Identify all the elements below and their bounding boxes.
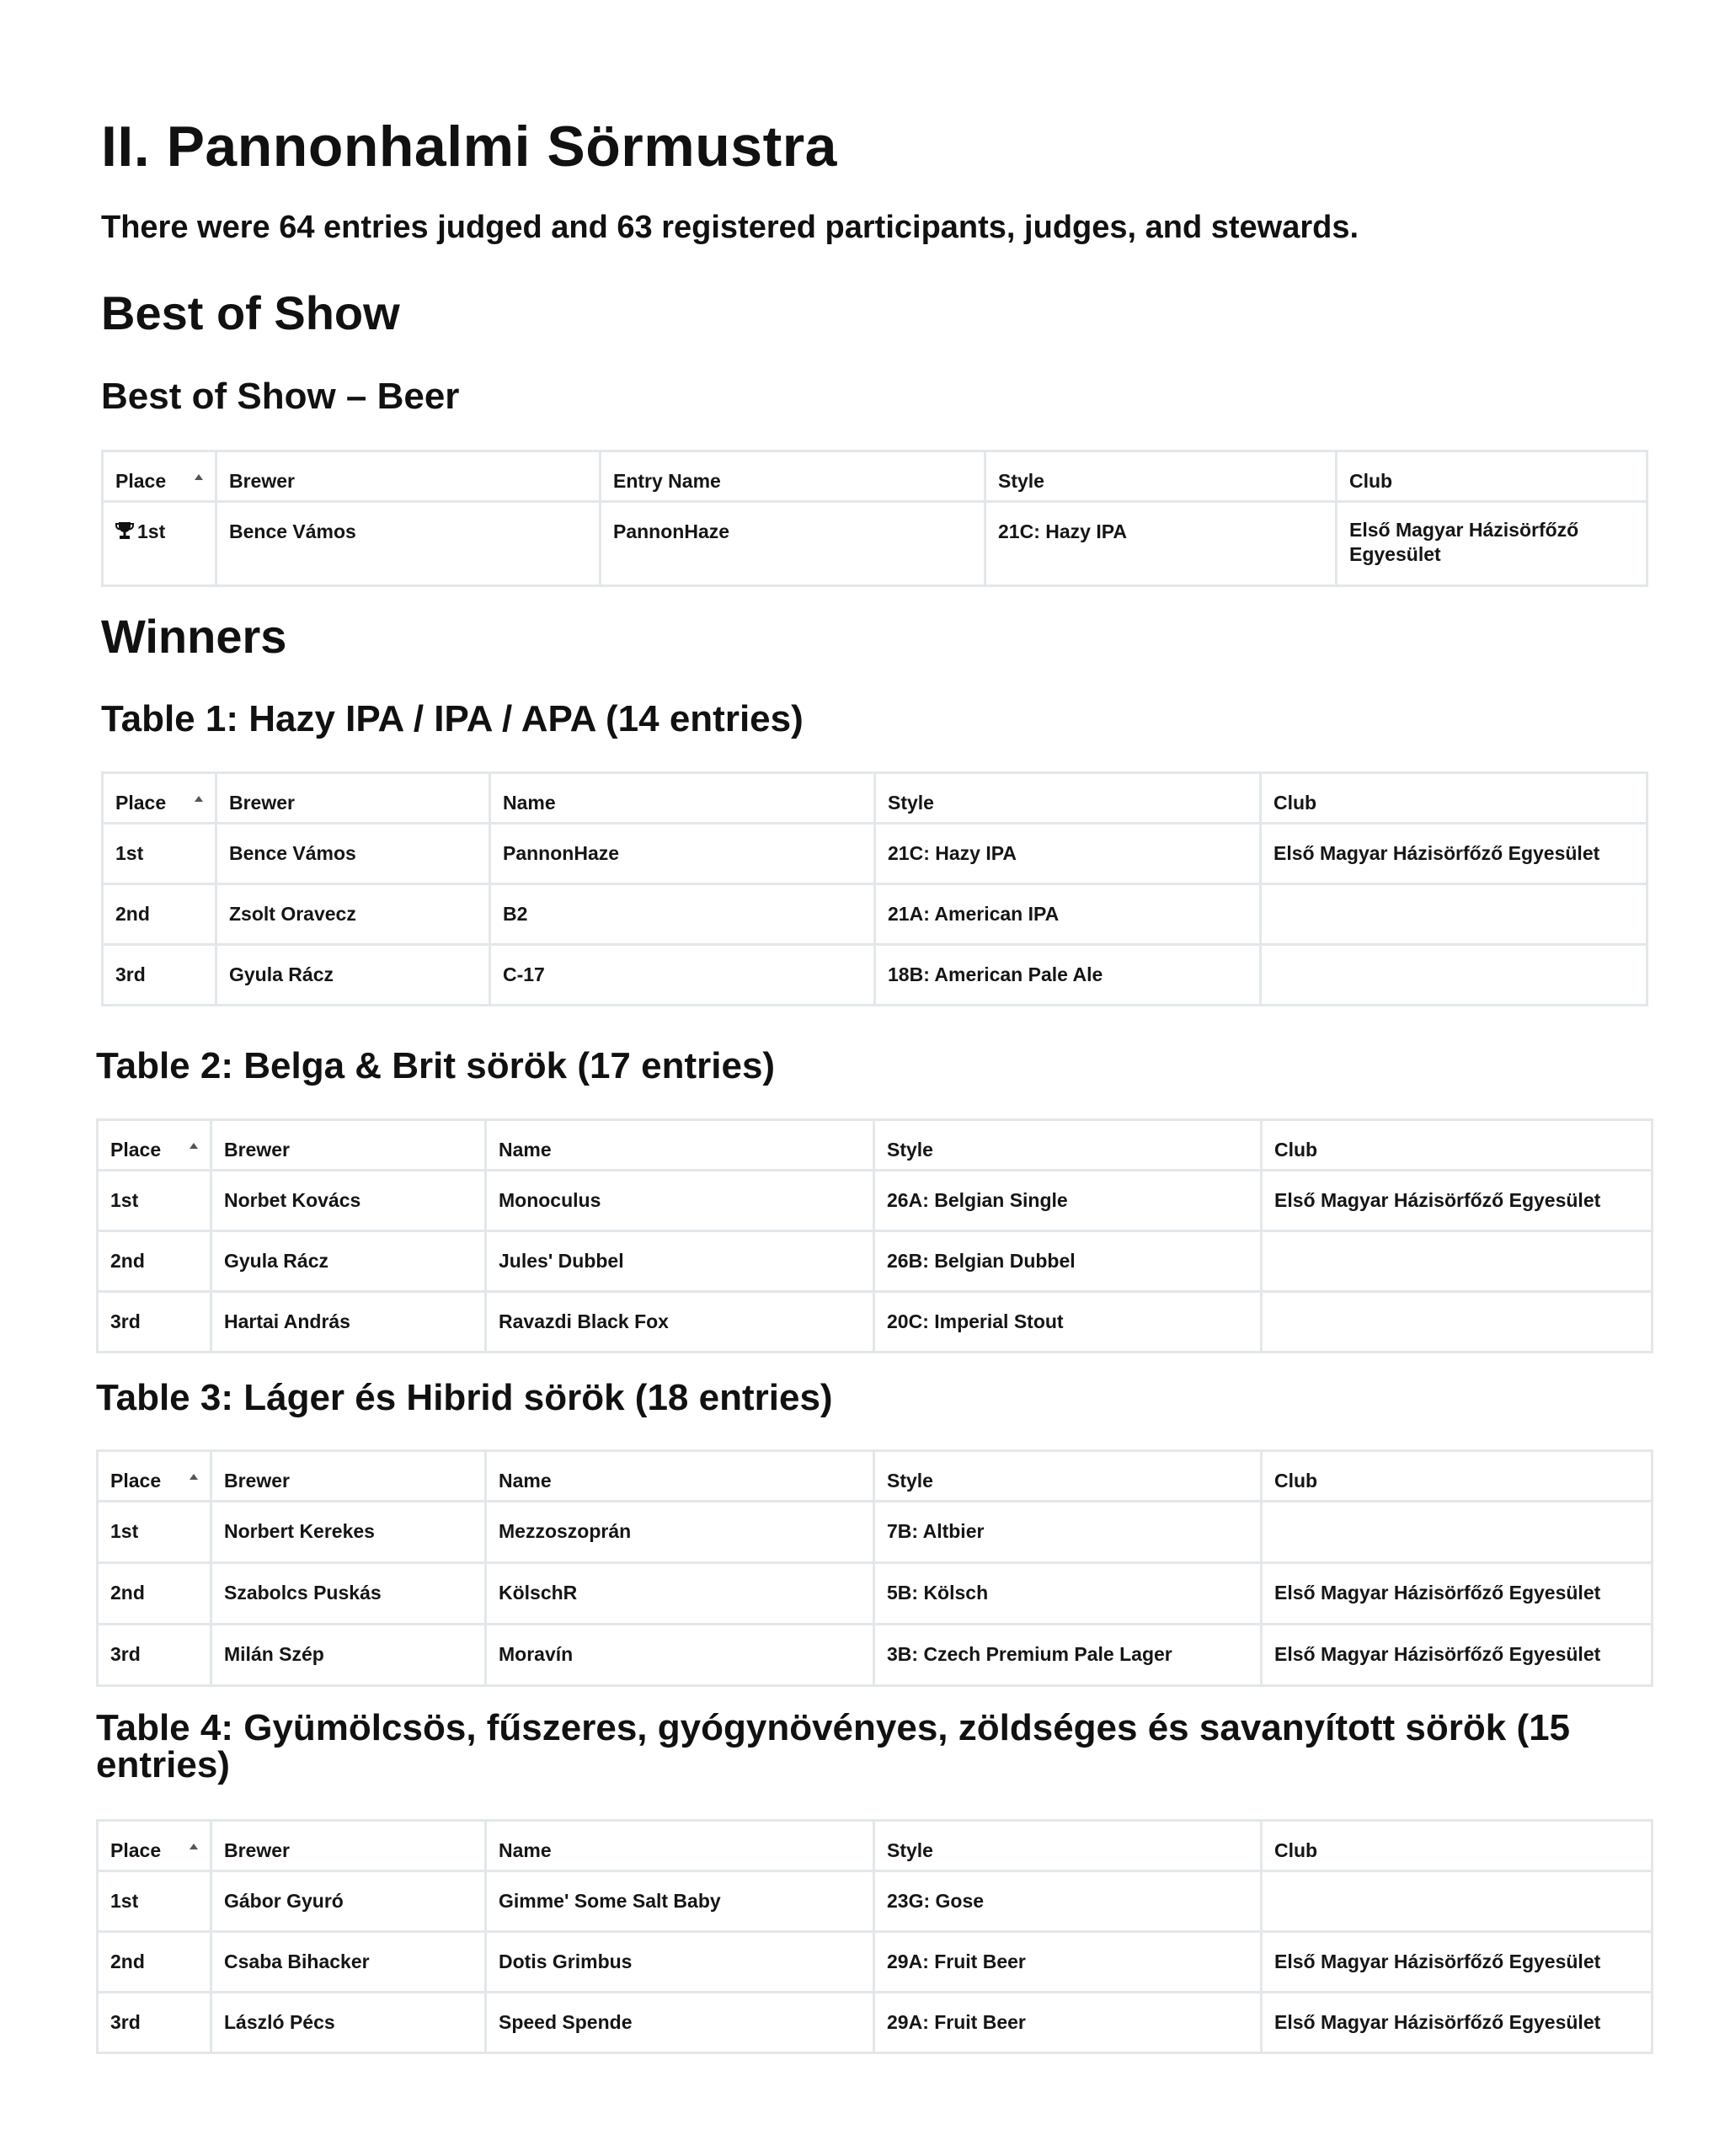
brewer-cell: Gyula Rácz [211,1231,486,1292]
style-cell: 26A: Belgian Single [874,1171,1262,1231]
column-header-style[interactable]: Style [874,1451,1262,1502]
table-3-title: Table 3: Láger és Hibrid sörök (18 entries) [96,1377,833,1418]
club-cell [1261,884,1647,945]
table-row [98,1871,1653,1932]
place-cell: 1st [98,1871,211,1932]
table-3-results [96,1449,1653,1687]
best-of-show-subheading: Best of Show – Beer [101,376,460,417]
brewer-cell: Hartai András [211,1292,486,1353]
best-of-show-heading: Best of Show [101,286,400,339]
entry-name-cell: PannonHaze [601,502,985,586]
column-header-style[interactable]: Style [874,1120,1262,1171]
entry-name-cell: Dotis Grimbus [486,1932,874,1993]
column-header-name[interactable]: Name [486,1821,874,1871]
column-header-name[interactable]: Name [486,1451,874,1502]
place-cell: 1st [103,502,216,586]
table-row [98,1292,1653,1353]
winners-heading: Winners [101,610,287,663]
table-2-title: Table 2: Belga & Brit sörök (17 entries) [96,1045,776,1086]
brewer-cell: Milán Szép [211,1625,486,1686]
club-cell [1262,1871,1653,1932]
table-4-results [96,1819,1653,2054]
brewer-cell: Gábor Gyuró [211,1871,486,1932]
column-header-place[interactable]: Place [98,1451,211,1502]
place-cell: 3rd [98,1993,211,2053]
page-title: II. Pannonhalmi Sörmustra [101,115,837,179]
place-cell: 1st [98,1171,211,1231]
style-cell: 18B: American Pale Ale [875,945,1261,1006]
sort-ascending-icon[interactable] [190,1474,198,1480]
place-cell: 1st [103,824,216,884]
style-cell: 21A: American IPA [875,884,1261,945]
table-row [103,502,1647,586]
club-cell [1262,1502,1653,1563]
table-row [98,1171,1653,1231]
trophy-icon [115,520,134,541]
brewer-cell: Gyula Rácz [216,945,490,1006]
column-header-brewer[interactable]: Brewer [211,1451,486,1502]
brewer-cell: Norbert Kerekes [211,1502,486,1563]
table-header-row [103,451,1647,502]
brewer-cell: Bence Vámos [216,824,490,884]
table-row [98,1502,1653,1563]
sort-ascending-icon[interactable] [190,1844,198,1849]
style-cell: 21C: Hazy IPA [985,502,1337,586]
column-header-place[interactable]: Place [98,1821,211,1871]
column-header-place[interactable]: Place [98,1120,211,1171]
table-header-row [98,1120,1653,1171]
club-cell: Első Magyar Házisörfőző Egyesület [1262,1993,1653,2053]
column-header-brewer[interactable]: Brewer [211,1120,486,1171]
sort-ascending-icon[interactable] [195,796,203,802]
entry-name-cell: Ravazdi Black Fox [486,1292,874,1353]
style-cell: 20C: Imperial Stout [874,1292,1262,1353]
page-summary: There were 64 entries judged and 63 registered participants, judges, and stewards. [101,210,1359,245]
brewer-cell: Bence Vámos [216,502,601,586]
table-header-row [103,773,1647,824]
table-row [98,1625,1653,1686]
column-header-style[interactable]: Style [985,451,1337,502]
club-cell: Első Magyar Házisörfőző Egyesület [1337,502,1647,586]
table-header-row [98,1821,1653,1871]
column-header-club[interactable]: Club [1262,1821,1653,1871]
column-header-club[interactable]: Club [1262,1451,1653,1502]
style-cell: 21C: Hazy IPA [875,824,1261,884]
table-row [103,884,1647,945]
place-cell: 2nd [98,1932,211,1993]
entry-name-cell: C-17 [490,945,875,1006]
club-cell: Első Magyar Házisörfőző Egyesület [1262,1563,1653,1625]
column-header-entry-name[interactable]: Entry Name [601,451,985,502]
table-row [103,945,1647,1006]
table-1-title: Table 1: Hazy IPA / IPA / APA (14 entries) [101,698,804,739]
club-cell: Első Magyar Házisörfőző Egyesület [1262,1625,1653,1686]
column-header-club[interactable]: Club [1337,451,1647,502]
table-header-row [98,1451,1653,1502]
club-cell: Első Magyar Házisörfőző Egyesület [1262,1171,1653,1231]
entry-name-cell: B2 [490,884,875,945]
place-cell: 3rd [103,945,216,1006]
column-header-name[interactable]: Name [490,773,875,824]
brewer-cell: Csaba Bihacker [211,1932,486,1993]
table-row [98,1563,1653,1625]
entry-name-cell: Monoculus [486,1171,874,1231]
entry-name-cell: Jules' Dubbel [486,1231,874,1292]
style-cell: 3B: Czech Premium Pale Lager [874,1625,1262,1686]
table-row [103,824,1647,884]
table-2-results [96,1118,1653,1353]
column-header-brewer[interactable]: Brewer [216,773,490,824]
table-row [98,1932,1653,1993]
column-header-place[interactable]: Place [103,773,216,824]
column-header-style[interactable]: Style [875,773,1261,824]
club-cell: Első Magyar Házisörfőző Egyesület [1262,1932,1653,1993]
place-cell: 2nd [98,1563,211,1625]
place-cell: 1st [98,1502,211,1563]
entry-name-cell: Speed Spende [486,1993,874,2053]
entry-name-cell: KölschR [486,1563,874,1625]
club-cell: Első Magyar Házisörfőző Egyesület [1261,824,1647,884]
place-cell: 3rd [98,1625,211,1686]
entry-name-cell: Moravín [486,1625,874,1686]
style-cell: 5B: Kölsch [874,1563,1262,1625]
brewer-cell: Szabolcs Puskás [211,1563,486,1625]
column-header-place[interactable]: Place [103,451,216,502]
entry-name-cell: PannonHaze [490,824,875,884]
table-1-results [101,771,1648,1006]
style-cell: 7B: Altbier [874,1502,1262,1563]
club-cell [1262,1231,1653,1292]
table-row [98,1231,1653,1292]
table-row [98,1993,1653,2053]
entry-name-cell: Mezzoszoprán [486,1502,874,1563]
sort-ascending-icon[interactable] [195,474,203,480]
club-cell [1261,945,1647,1006]
table-4-title: Table 4: Gyümölcsös, fűszeres, gyógynövényes, zöldséges és savanyított sörök (15 entries) [96,1707,1571,1785]
style-cell: 23G: Gose [874,1871,1262,1932]
sort-ascending-icon[interactable] [190,1143,198,1149]
place-cell: 2nd [98,1231,211,1292]
column-header-style[interactable]: Style [874,1821,1262,1871]
style-cell: 29A: Fruit Beer [874,1932,1262,1993]
brewer-cell: Norbet Kovács [211,1171,486,1231]
club-cell [1262,1292,1653,1353]
style-cell: 26B: Belgian Dubbel [874,1231,1262,1292]
best-of-show-table [101,450,1648,587]
brewer-cell: Zsolt Oravecz [216,884,490,945]
style-cell: 29A: Fruit Beer [874,1993,1262,2053]
column-header-club[interactable]: Club [1261,773,1647,824]
column-header-club[interactable]: Club [1262,1120,1653,1171]
entry-name-cell: Gimme' Some Salt Baby [486,1871,874,1932]
brewer-cell: László Pécs [211,1993,486,2053]
column-header-brewer[interactable]: Brewer [216,451,601,502]
column-header-brewer[interactable]: Brewer [211,1821,486,1871]
place-cell: 3rd [98,1292,211,1353]
column-header-name[interactable]: Name [486,1120,874,1171]
place-cell: 2nd [103,884,216,945]
